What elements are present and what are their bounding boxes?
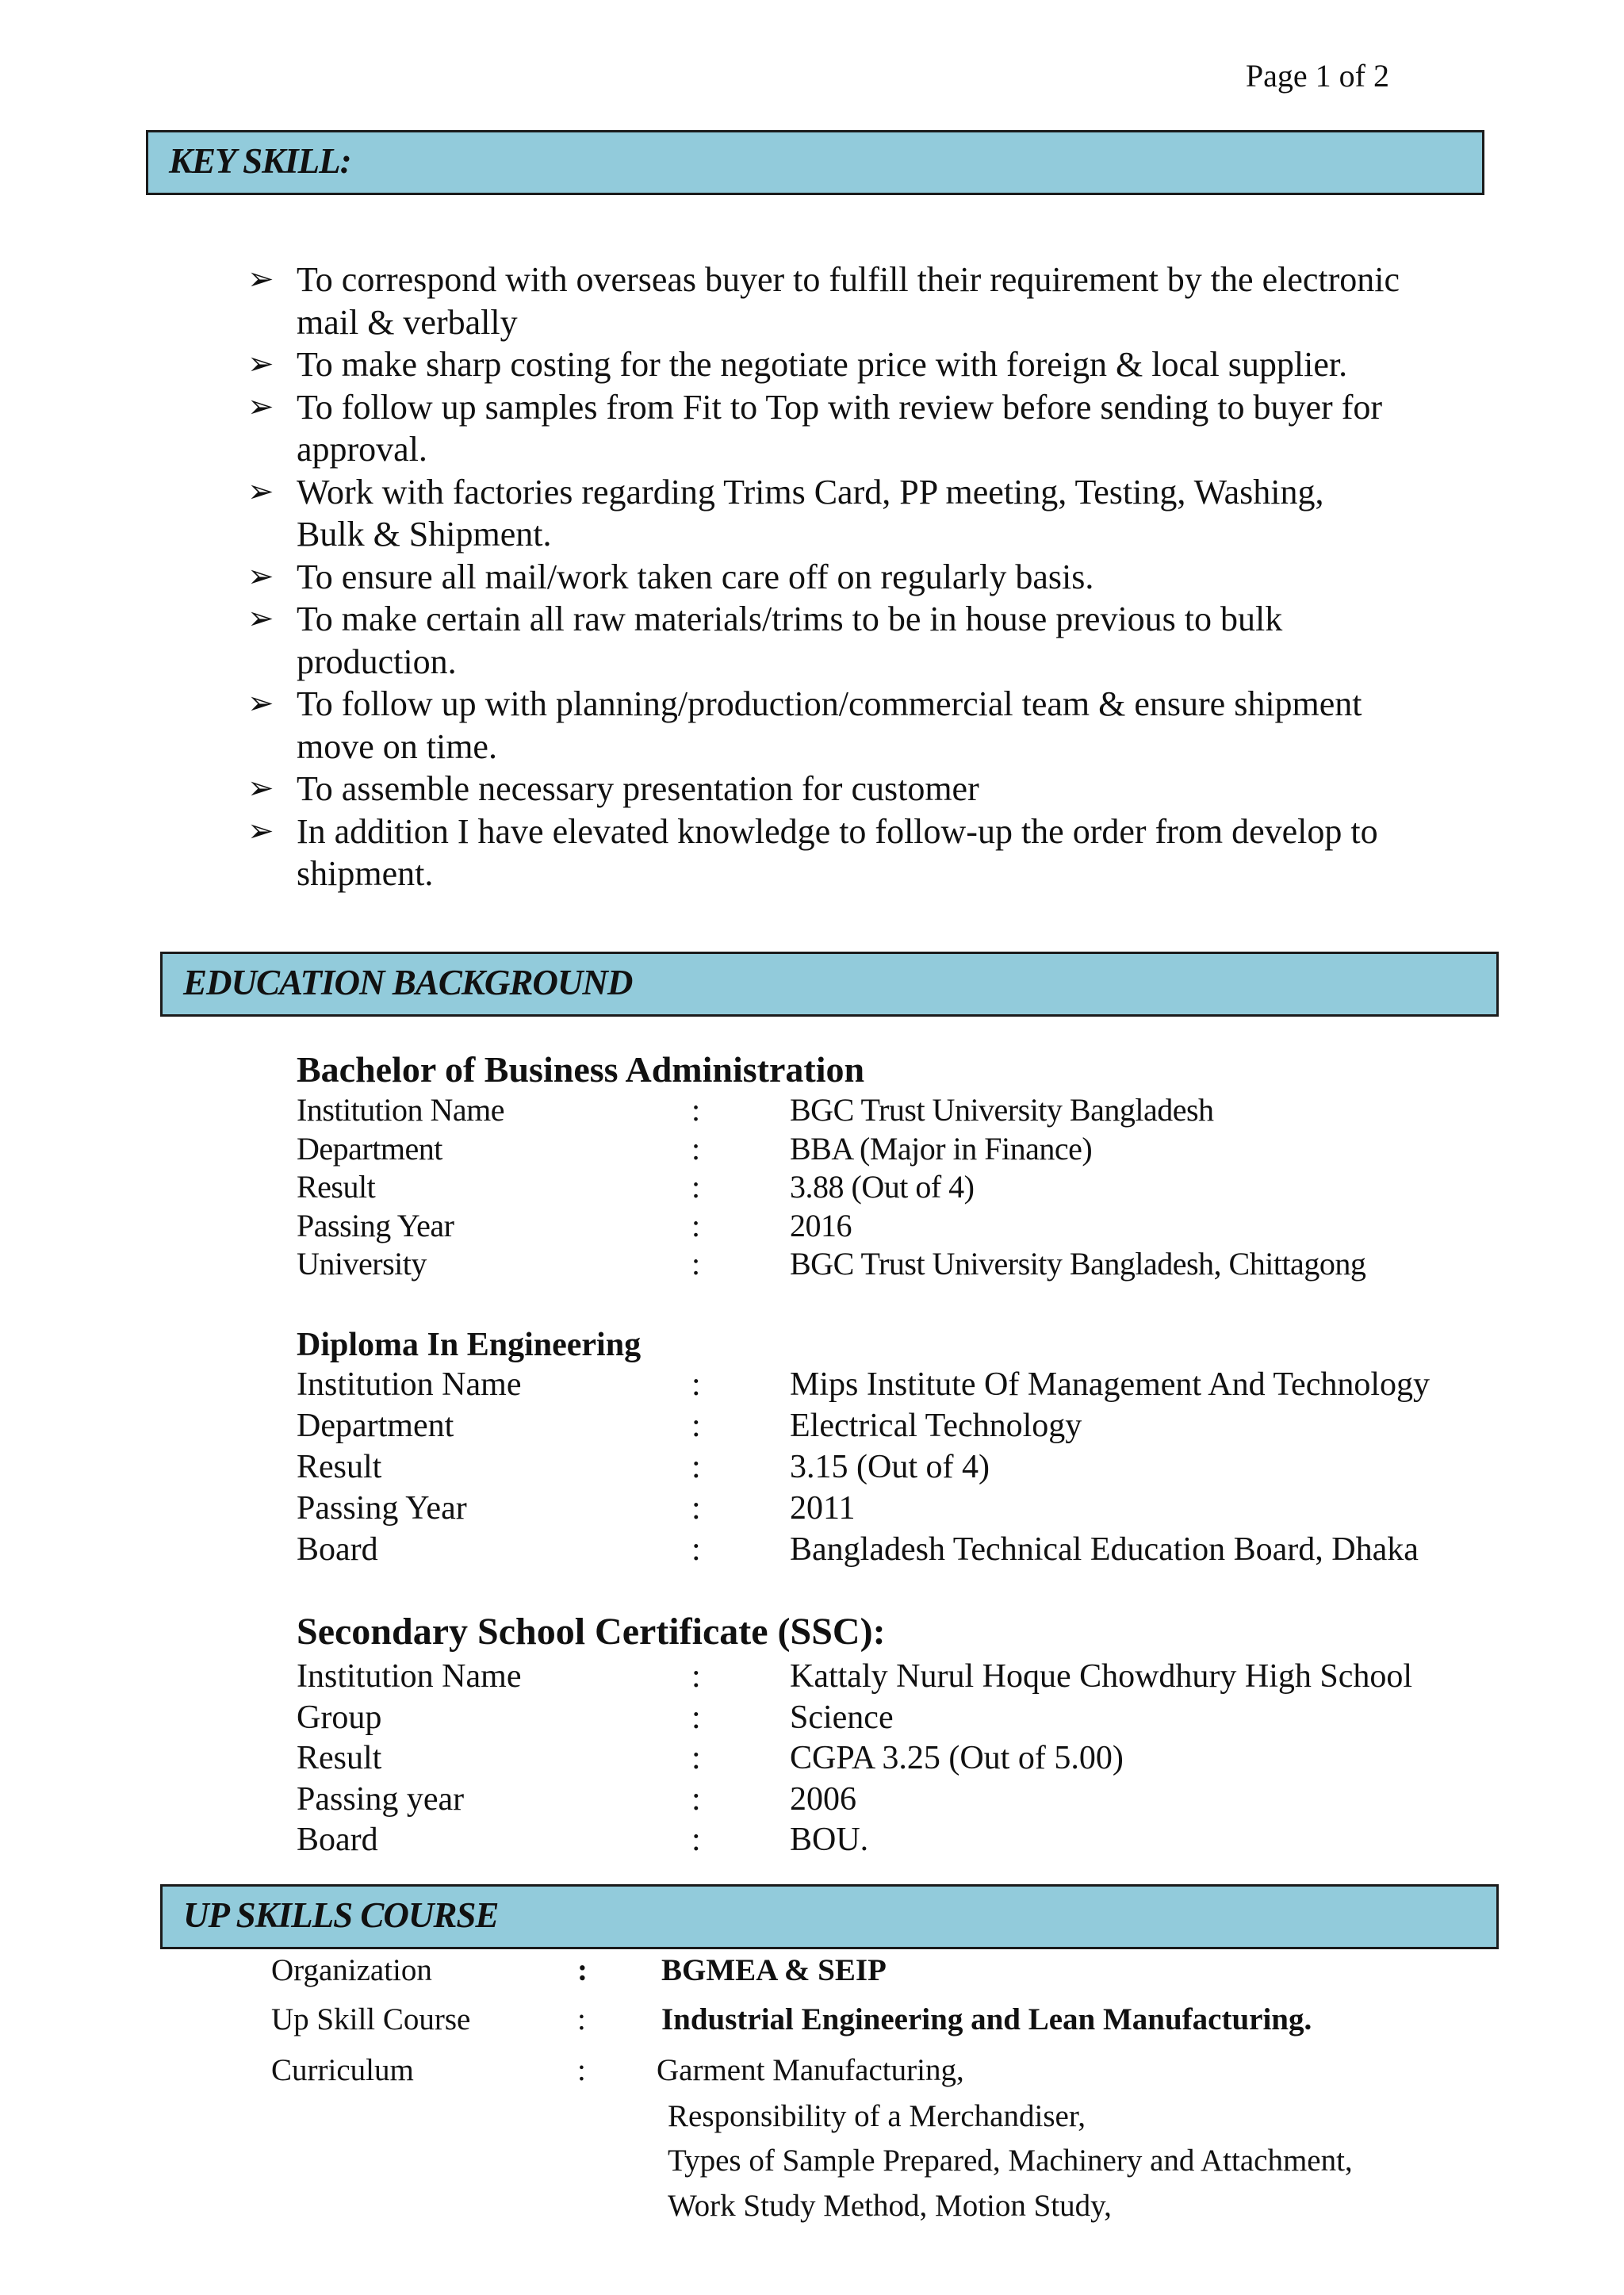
ssc-details [297,1657,1565,1862]
diploma-title: Diploma In Engineering [297,1327,642,1363]
course-value: Industrial Engineering and Lean Manufacturing. [661,2002,1312,2036]
arrow-bullet-icon: ➢ [247,346,274,382]
bba-details [297,1091,1565,1284]
list-item: ➢ To correspond with overseas buyer to fulfill their requirement by the electronic mail & verbally [247,260,1400,342]
list-item: ➢ In addition I have elevated knowledge to follow-up the order from develop to shipment. [247,811,1378,893]
ssc-title: Secondary School Certificate (SSC): [297,1611,886,1653]
detail-label: Passing Year [297,1207,454,1243]
detail-label: Institution Name [297,1658,522,1695]
detail-colon: : [691,1822,701,1858]
detail-label: Passing year [297,1780,465,1818]
detail-row [297,1130,1565,1169]
organization-value: BGMEA & SEIP [661,1953,887,1987]
list-item: ➢ Work with factories regarding Trims Card, PP meeting, Testing, Washing, Bulk & Shipment. [247,472,1324,554]
detail-colon: : [691,1246,700,1282]
detail-colon: : [577,1953,588,1987]
list-item: ➢ To make sharp costing for the negotiate price with foreign & local supplier. [247,343,1484,386]
detail-value: Bangladesh Technical Education Board, Dhaka [790,1531,1419,1568]
detail-colon: : [691,1449,701,1485]
diploma-details [297,1366,1565,1572]
detail-label: Department [297,1130,442,1167]
detail-value: Kattaly Nurul Hoque Chowdhury High School [790,1658,1413,1695]
arrow-bullet-icon: ➢ [247,685,274,722]
arrow-bullet-icon: ➢ [247,261,274,297]
detail-row [297,1245,1565,1284]
arrow-bullet-icon: ➢ [247,473,274,510]
arrow-bullet-icon: ➢ [247,770,274,807]
curriculum-line: Responsibility of a Merchandiser, [668,2099,1086,2133]
education-section-header [160,952,1499,1017]
up-skills-section-header [160,1884,1499,1949]
detail-row [297,1657,1565,1699]
detail-label: Institution Name [297,1092,504,1128]
curriculum-line: Garment Manufacturing, [657,2053,964,2087]
detail-label: Passing Year [297,1490,467,1527]
detail-colon: : [577,2053,586,2087]
detail-label: Board [297,1531,378,1568]
detail-value: 3.88 (Out of 4) [790,1169,975,1205]
up-skills-heading: UP SKILLS COURSE [183,1895,499,1935]
list-item: ➢ To follow up samples from Fit to Top with review before sending to buyer for approval. [247,387,1383,469]
detail-colon: : [691,1130,700,1167]
curriculum-line: Work Study Method, Motion Study, [668,2189,1112,2223]
key-skill-heading: KEY SKILL: [169,141,351,181]
list-item: ➢ To follow up with planning/production/commercial team & ensure shipment move on time. [247,684,1362,766]
detail-value: Science [790,1699,894,1736]
arrow-bullet-icon: ➢ [247,557,274,595]
key-skill-list [247,259,1484,895]
detail-label: Institution Name [297,1366,522,1403]
course-label: Up Skill Course [271,2002,471,2036]
detail-colon: : [691,1531,701,1568]
detail-row [297,1168,1565,1207]
detail-colon: : [691,1169,700,1205]
key-skill-section-header [146,130,1484,195]
detail-row [297,1531,1565,1572]
detail-label: Department [297,1408,454,1444]
curriculum-line: Types of Sample Prepared, Machinery and Attachment, [668,2144,1353,2178]
detail-row [297,1366,1565,1407]
list-item: ➢ To make certain all raw materials/trims to be in house previous to bulk production. [247,600,1283,681]
detail-row [297,1489,1565,1531]
detail-row [297,1821,1565,1862]
detail-label: University [297,1246,427,1282]
page-number: Page 1 of 2 [1245,58,1389,94]
detail-row [297,1780,1565,1822]
detail-value: 2016 [790,1207,852,1243]
detail-row [297,1407,1565,1448]
detail-row [297,1207,1565,1246]
detail-row [297,1739,1565,1780]
detail-label: Group [297,1699,382,1736]
detail-value: BBA (Major in Finance) [790,1130,1093,1167]
detail-colon: : [691,1207,700,1243]
detail-colon: : [691,1658,701,1695]
detail-value: 2011 [790,1490,856,1527]
detail-value: BOU. [790,1822,869,1858]
organization-label: Organization [271,1953,432,1987]
detail-colon: : [691,1780,701,1818]
education-heading: EDUCATION BACKGROUND [183,963,633,1002]
detail-colon: : [577,2002,586,2036]
detail-colon: : [691,1699,701,1736]
list-item: ➢ To assemble necessary presentation for customer [247,768,1484,810]
arrow-bullet-icon: ➢ [247,812,274,849]
curriculum-label: Curriculum [271,2053,414,2087]
detail-value: Electrical Technology [790,1408,1082,1444]
detail-label: Result [297,1169,376,1205]
list-item: ➢ To ensure all mail/work taken care off on regularly basis. [247,556,1484,599]
arrow-bullet-icon: ➢ [247,600,274,637]
arrow-bullet-icon: ➢ [247,388,274,425]
detail-colon: : [691,1366,701,1403]
detail-row [297,1091,1565,1130]
bba-title: Bachelor of Business Administration [297,1049,865,1090]
detail-colon: : [691,1740,701,1776]
detail-colon: : [691,1092,700,1128]
detail-value: BGC Trust University Bangladesh, Chittagong [790,1246,1366,1282]
detail-value: CGPA 3.25 (Out of 5.00) [790,1740,1124,1776]
detail-colon: : [691,1490,701,1527]
detail-colon: : [691,1408,701,1444]
detail-label: Result [297,1740,382,1776]
detail-value: BGC Trust University Bangladesh [790,1092,1214,1128]
detail-value: 2006 [790,1780,856,1818]
detail-label: Result [297,1449,382,1485]
detail-value: Mips Institute Of Management And Technology [790,1366,1431,1403]
detail-row [297,1699,1565,1740]
detail-value: 3.15 (Out of 4) [790,1449,990,1485]
detail-row [297,1448,1565,1489]
detail-label: Board [297,1822,378,1858]
